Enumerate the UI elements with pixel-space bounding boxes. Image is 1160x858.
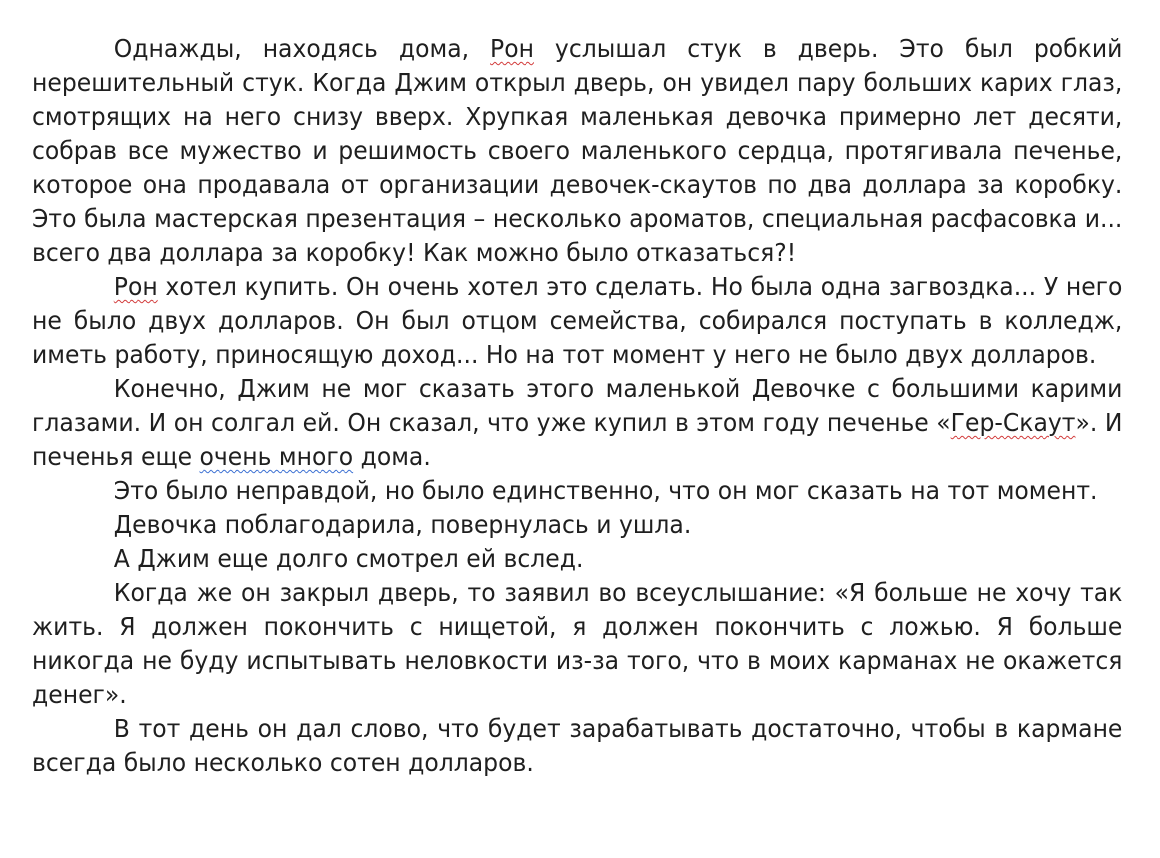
paragraph-6 xyxy=(32,542,1122,576)
text-run: услышал стук в дверь. Это был робкий нерешительный стук. Когда Джим открыл дверь, он увидел пару больших карих глаз, смотрящих на него снизу вверх. Хрупкая маленькая девочка примерно лет десяти, собрав все мужество и решимость своего маленького сердца, протягивала печенье, которое она продавала от организации девочек-скаутов по два доллара за коробку. Это была мастерская презентация – несколько ароматов, специальная расфасовка и... всего два доллара за коробку! Как можно было отказаться?! xyxy=(32,34,1123,267)
text-run: дома. xyxy=(353,442,431,471)
text-run: хотел купить. Он очень хотел это сделать. Но была одна загвоздка... У него не было двух долларов. Он был отцом семейства, собирался поступать в колледж, иметь работу, приносящую доход... Но на тот момент у него не было двух долларов. xyxy=(32,272,1123,369)
document-page xyxy=(32,32,1123,780)
document-body xyxy=(32,32,1122,780)
paragraph-1 xyxy=(32,32,1122,270)
text-run: Когда же он закрыл дверь, то заявил во всеуслышание: «Я больше не хочу так жить. Я должен покончить с нищетой, я должен покончить с ложью. Я больше никогда не буду испытывать неловкости из-за того, что в моих карманах не окажется денег». xyxy=(32,578,1123,709)
paragraph-2 xyxy=(32,270,1122,372)
text-run: В тот день он дал слово, что будет зарабатывать достаточно, чтобы в кармане всегда было несколько сотен долларов. xyxy=(32,714,1123,777)
spellcheck-word: Рон xyxy=(490,34,534,63)
paragraph-4 xyxy=(32,474,1122,508)
text-run: Однажды, находясь дома, xyxy=(113,34,491,63)
text-run: Это было неправдой, но было единственно, что он мог сказать на тот момент. xyxy=(113,476,1098,505)
text-run: Девочка поблагодарила, повернулась и ушла. xyxy=(113,510,692,539)
paragraph-8 xyxy=(32,712,1122,780)
spellcheck-word: Рон xyxy=(113,272,158,301)
grammar-phrase: очень много xyxy=(199,442,354,471)
paragraph-5 xyxy=(32,508,1122,542)
spellcheck-word: Гер-Скаут xyxy=(950,408,1076,437)
paragraph-3 xyxy=(32,372,1122,474)
text-run: А Джим еще долго смотрел ей вслед. xyxy=(113,544,584,573)
text-run: Конечно, Джим не мог сказать этого маленькой Девочке с большими карими глазами. И он солгал ей. Он сказал, что уже купил в этом году печенье « xyxy=(32,374,1123,437)
paragraph-7 xyxy=(32,576,1122,712)
text-run: ». И печенья еще xyxy=(32,408,1123,471)
